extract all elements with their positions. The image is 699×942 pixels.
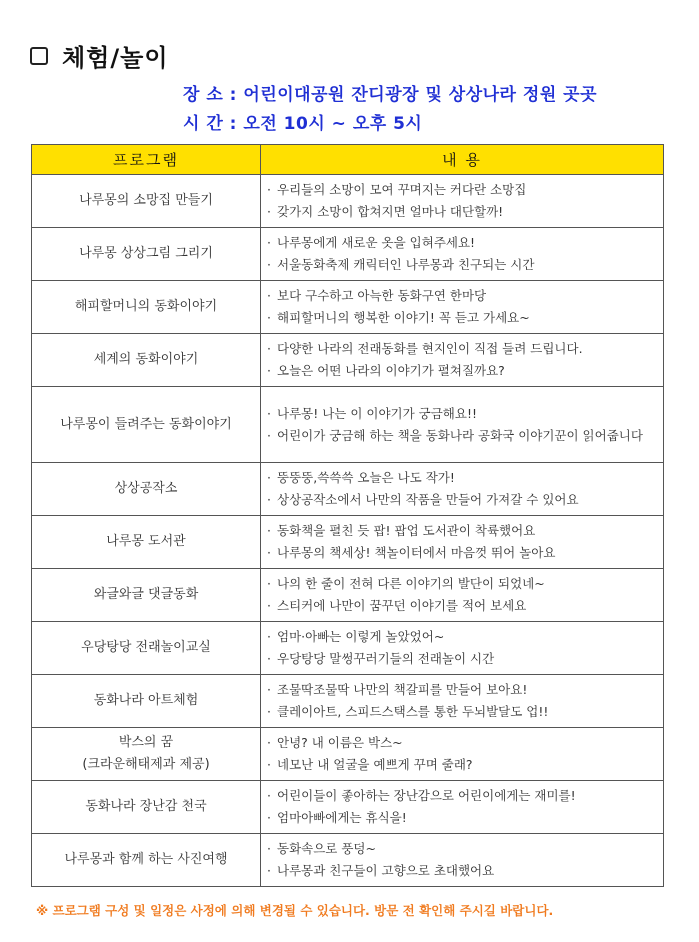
program-description bbox=[261, 781, 664, 834]
table-row bbox=[32, 781, 664, 834]
program-name bbox=[32, 387, 261, 463]
description-text: 우리들의 소망이 모여 꾸며지는 커다란 소망집 bbox=[277, 182, 527, 197]
checkbox-icon bbox=[30, 47, 48, 65]
description-text: 갖가지 소망이 합쳐지면 얼마나 대단할까! bbox=[277, 204, 504, 219]
description-item bbox=[267, 732, 657, 754]
program-name bbox=[32, 228, 261, 281]
description-item bbox=[267, 254, 657, 276]
description-text: 어린이들이 좋아하는 장난감으로 어린이에게는 재미를! bbox=[277, 788, 576, 803]
description-text: 오늘은 어떤 나라의 이야기가 펼쳐질까요? bbox=[277, 363, 505, 378]
bullet-icon: · bbox=[267, 735, 271, 750]
program-name bbox=[32, 781, 261, 834]
description-item bbox=[267, 679, 657, 701]
bullet-icon: · bbox=[267, 492, 271, 507]
bullet-icon: · bbox=[267, 235, 271, 250]
program-description bbox=[261, 387, 664, 463]
program-name-line: 나루몽과 함께 하는 사진여행 bbox=[64, 852, 228, 867]
description-item bbox=[267, 542, 657, 564]
program-table bbox=[31, 144, 664, 887]
description-text: 나의 한 줄이 전혀 다른 이야기의 발단이 되었네~ bbox=[277, 576, 545, 591]
description-text: 클레이아트, 스피드스택스를 통한 두뇌발달도 업!! bbox=[277, 704, 549, 719]
description-text: 뚱뚱뚱,쓱쓱쓱 오늘은 나도 작가! bbox=[277, 470, 455, 485]
description-text: 서울동화축제 캐릭터인 나루몽과 친구되는 시간 bbox=[277, 257, 535, 272]
description-text: 보다 구수하고 아늑한 동화구연 한마당 bbox=[277, 288, 487, 303]
description-item bbox=[267, 285, 657, 307]
event-place: 장 소 : 어린이대공원 잔디광장 및 상상나라 정원 곳곳 bbox=[183, 85, 598, 105]
column-header-program: 프로그램 bbox=[32, 145, 261, 175]
description-item bbox=[267, 785, 657, 807]
program-name-line: 해피할머니의 동화이야기 bbox=[74, 299, 218, 314]
table-row bbox=[32, 834, 664, 887]
program-name-line: 동화나라 장난감 천국 bbox=[85, 799, 207, 814]
program-name-line: 나루몽이 들려주는 동화이야기 bbox=[60, 416, 232, 432]
bullet-icon: · bbox=[267, 841, 271, 856]
table-row bbox=[32, 675, 664, 728]
bullet-icon: · bbox=[267, 523, 271, 538]
program-name bbox=[32, 834, 261, 887]
program-description bbox=[261, 516, 664, 569]
bullet-icon: · bbox=[267, 788, 271, 803]
description-text: 어린이가 궁금해 하는 책을 동화나라 공화국 이야기꾼이 읽어줍니다 bbox=[277, 427, 643, 443]
description-item bbox=[267, 860, 657, 882]
program-description bbox=[261, 334, 664, 387]
section-title: 체험/놀이 bbox=[62, 44, 169, 72]
bullet-icon: · bbox=[267, 651, 271, 666]
table-row bbox=[32, 622, 664, 675]
section-title-row bbox=[30, 38, 169, 73]
bullet-icon: · bbox=[267, 310, 271, 325]
description-item bbox=[267, 403, 657, 425]
table-row bbox=[32, 569, 664, 622]
description-item bbox=[267, 573, 657, 595]
bullet-icon: · bbox=[267, 288, 271, 303]
bullet-icon: · bbox=[267, 682, 271, 697]
description-text: 동화속으로 풍덩~ bbox=[277, 841, 376, 856]
description-text: 우당탕당 말썽꾸러기들의 전래놀이 시간 bbox=[277, 651, 495, 666]
description-item bbox=[267, 754, 657, 776]
program-name-line: 나루몽 도서관 bbox=[106, 534, 186, 549]
description-item bbox=[267, 338, 657, 360]
bullet-icon: · bbox=[267, 470, 271, 485]
program-name-line: 나루몽의 소망집 만들기 bbox=[79, 193, 213, 208]
description-text: 엄마아빠에게는 휴식을! bbox=[277, 810, 407, 825]
description-text: 조물딱조물딱 나만의 책갈피를 만들어 보아요! bbox=[277, 682, 528, 697]
change-notice: ※ 프로그램 구성 및 일정은 사정에 의해 변경될 수 있습니다. 방문 전 확인해 주시길 바랍니다. bbox=[36, 903, 554, 918]
program-name bbox=[32, 463, 261, 516]
program-description bbox=[261, 834, 664, 887]
description-text: 나루몽과 친구들이 고향으로 초대했어요 bbox=[277, 863, 495, 878]
program-description bbox=[261, 622, 664, 675]
table-row bbox=[32, 463, 664, 516]
program-name bbox=[32, 728, 261, 781]
description-item bbox=[267, 595, 657, 617]
program-name bbox=[32, 569, 261, 622]
program-name bbox=[32, 175, 261, 228]
program-name-line: 동화나라 아트체험 bbox=[93, 693, 199, 708]
description-text: 해피할머니의 행복한 이야기! 꼭 듣고 가세요~ bbox=[277, 310, 530, 325]
description-text: 동화책을 펼친 듯 팝! 팝업 도서관이 착륙했어요 bbox=[277, 523, 536, 538]
description-item bbox=[267, 626, 657, 648]
column-header-content: 내 용 bbox=[261, 145, 664, 175]
description-item bbox=[267, 807, 657, 829]
table-row bbox=[32, 387, 664, 463]
program-description bbox=[261, 728, 664, 781]
bullet-icon: · bbox=[267, 341, 271, 356]
bullet-icon: · bbox=[267, 863, 271, 878]
bullet-icon: · bbox=[267, 204, 271, 219]
description-item bbox=[267, 179, 657, 201]
bullet-icon: · bbox=[267, 405, 271, 421]
bullet-icon: · bbox=[267, 576, 271, 591]
program-name-line: 와글와글 댓글동화 bbox=[93, 587, 199, 602]
bullet-icon: · bbox=[267, 704, 271, 719]
program-name bbox=[32, 281, 261, 334]
description-item bbox=[267, 701, 657, 723]
program-name-line: 상상공작소 bbox=[114, 481, 178, 496]
description-text: 스티커에 나만이 꿈꾸던 이야기를 적어 보세요 bbox=[277, 598, 527, 613]
description-item bbox=[267, 232, 657, 254]
bullet-icon: · bbox=[267, 629, 271, 644]
bullet-icon: · bbox=[267, 598, 271, 613]
description-item bbox=[267, 201, 657, 223]
table-row bbox=[32, 728, 664, 781]
description-text: 나루몽! 나는 이 이야기가 궁금해요!! bbox=[277, 405, 477, 421]
program-description bbox=[261, 175, 664, 228]
description-item bbox=[267, 520, 657, 542]
program-name-line: (크라운해태제과 제공) bbox=[82, 757, 210, 772]
description-item bbox=[267, 467, 657, 489]
bullet-icon: · bbox=[267, 427, 271, 443]
bullet-icon: · bbox=[267, 363, 271, 378]
description-item bbox=[267, 838, 657, 860]
bullet-icon: · bbox=[267, 182, 271, 197]
program-description bbox=[261, 228, 664, 281]
bullet-icon: · bbox=[267, 810, 271, 825]
table-row bbox=[32, 281, 664, 334]
description-text: 네모난 내 얼굴을 예쁘게 꾸며 줄래? bbox=[277, 757, 473, 772]
table-row bbox=[32, 334, 664, 387]
program-name-line: 세계의 동화이야기 bbox=[93, 352, 199, 367]
table-header-row bbox=[32, 145, 664, 175]
description-text: 나루몽의 책세상! 책놀이터에서 마음껏 뛰어 놀아요 bbox=[277, 545, 556, 560]
table-row bbox=[32, 228, 664, 281]
program-name-line: 박스의 꿈 bbox=[118, 735, 174, 750]
bullet-icon: · bbox=[267, 757, 271, 772]
description-item bbox=[267, 425, 657, 447]
bullet-icon: · bbox=[267, 545, 271, 560]
program-description bbox=[261, 463, 664, 516]
description-text: 안녕? 내 이름은 박스~ bbox=[277, 735, 403, 750]
event-time: 시 간 : 오전 10시 ~ 오후 5시 bbox=[183, 114, 423, 134]
description-item bbox=[267, 489, 657, 511]
program-name-line: 나루몽 상상그림 그리기 bbox=[79, 246, 213, 261]
description-item bbox=[267, 307, 657, 329]
description-text: 엄마·아빠는 이렇게 놀았었어~ bbox=[277, 629, 445, 644]
table-row bbox=[32, 516, 664, 569]
description-text: 다양한 나라의 전래동화를 현지인이 직접 들려 드립니다. bbox=[277, 341, 583, 356]
description-text: 상상공작소에서 나만의 작품을 만들어 가져갈 수 있어요 bbox=[277, 492, 579, 507]
program-name bbox=[32, 675, 261, 728]
program-name bbox=[32, 334, 261, 387]
program-description bbox=[261, 569, 664, 622]
program-name-line: 우당탕당 전래놀이교실 bbox=[81, 640, 211, 655]
description-item bbox=[267, 360, 657, 382]
description-text: 나루몽에게 새로운 옷을 입혀주세요! bbox=[277, 235, 476, 250]
program-description bbox=[261, 675, 664, 728]
program-description bbox=[261, 281, 664, 334]
table-row bbox=[32, 175, 664, 228]
program-name bbox=[32, 516, 261, 569]
description-item bbox=[267, 648, 657, 670]
program-name bbox=[32, 622, 261, 675]
bullet-icon: · bbox=[267, 257, 271, 272]
